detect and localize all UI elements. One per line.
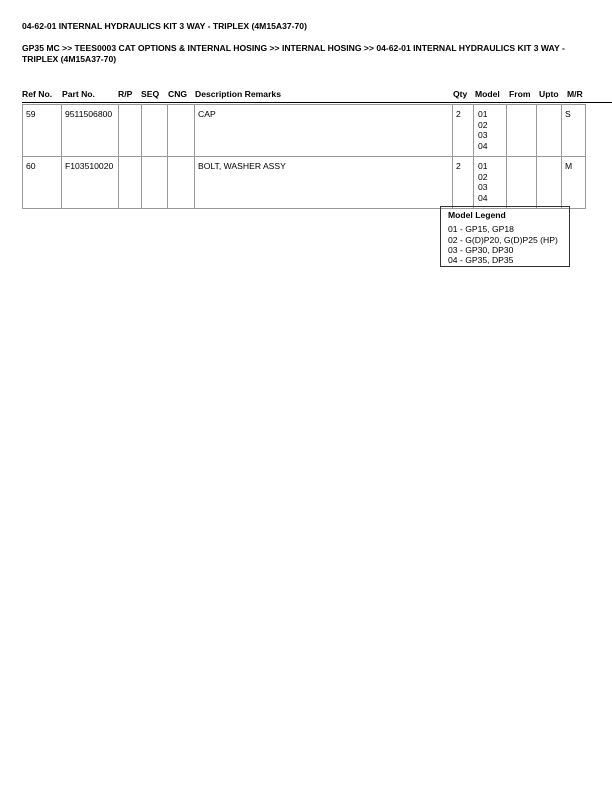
cell-rp (119, 105, 142, 157)
header-upto: Upto (539, 89, 559, 99)
cell-ref-no: 59 (23, 105, 62, 157)
model-code: 02 (478, 171, 488, 182)
header-rp: R/P (118, 89, 133, 99)
cell-cng (168, 157, 195, 209)
cell-seq (142, 105, 168, 157)
cell-mr: M (562, 157, 586, 209)
header-divider (22, 102, 612, 103)
cell-mr: S (562, 105, 586, 157)
model-legend (440, 206, 570, 267)
header-qty: Qty (453, 89, 468, 99)
header-seq: SEQ (141, 89, 160, 99)
legend-item: 03 - GP30, DP30 (448, 244, 514, 255)
page-title: 04-62-01 INTERNAL HYDRAULICS KIT 3 WAY - TRIPLEX (4M15A37-70) (22, 21, 307, 31)
legend-title: Model Legend (448, 210, 506, 220)
cell-rp (119, 157, 142, 209)
model-code: 03 (478, 182, 488, 192)
header-description: Description Remarks (195, 89, 281, 99)
cell-description: CAP (195, 105, 453, 157)
legend-item: 04 - GP35, DP35 (448, 255, 514, 266)
cell-seq (142, 157, 168, 209)
model-code: 01 (478, 161, 488, 171)
cell-cng (168, 105, 195, 157)
table-header (0, 86, 612, 102)
model-code: 01 (478, 109, 488, 119)
cell-qty: 2 (453, 157, 474, 209)
table-row[interactable] (23, 157, 586, 209)
header-ref-no: Ref No. (22, 89, 53, 99)
header-from: From (509, 89, 531, 99)
cell-from (507, 157, 537, 209)
cell-models (474, 157, 507, 209)
model-code: 04 (478, 192, 488, 203)
legend-item: 01 - GP15, GP18 (448, 224, 514, 235)
cell-upto (537, 105, 562, 157)
parts-table (22, 104, 586, 209)
table-row[interactable] (23, 105, 586, 157)
cell-qty: 2 (453, 105, 474, 157)
cell-models (474, 105, 507, 157)
cell-part-no: 9511506800 (62, 105, 119, 157)
cell-description: BOLT, WASHER ASSY (195, 157, 453, 209)
cell-part-no: F103510020 (62, 157, 119, 209)
cell-upto (537, 157, 562, 209)
model-code: 04 (478, 140, 488, 151)
breadcrumb: GP35 MC >> TEES0003 CAT OPTIONS & INTERNAL HOSING >> INTERNAL HOSING >> 04-62-01 INTERNAL HYDRAULICS KIT 3 WAY - TRIPLEX (4M15A37-70) (22, 43, 565, 64)
header-mr: M/R (567, 89, 583, 99)
cell-from (507, 105, 537, 157)
header-part-no: Part No. (62, 89, 95, 99)
model-code: 03 (478, 130, 488, 140)
legend-item: 02 - G(D)P20, G(D)P25 (HP) (448, 234, 558, 245)
header-cng: CNG (168, 89, 188, 99)
cell-ref-no: 60 (23, 157, 62, 209)
model-code: 02 (478, 119, 488, 130)
header-model: Model (475, 89, 500, 99)
